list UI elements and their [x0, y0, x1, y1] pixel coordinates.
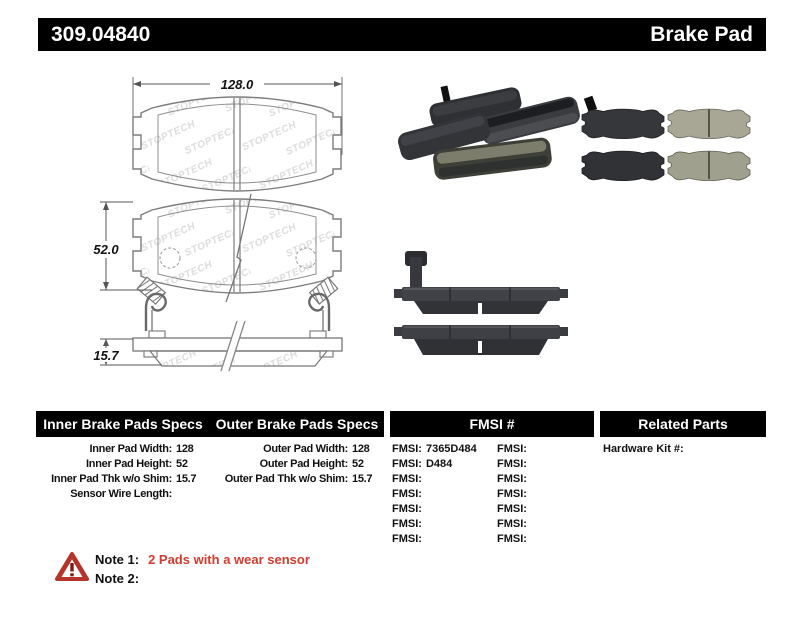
spec-label: Outer Pad Width: [263, 443, 348, 455]
spec-value: 52 [352, 458, 364, 470]
fmsi-label: FMSI: [497, 533, 527, 545]
fmsi-label: FMSI: [392, 458, 422, 470]
fmsi-label: FMSI: [497, 473, 527, 485]
part-number: 309.04840 [51, 22, 151, 46]
fmsi-row [497, 502, 592, 517]
note-1-text: 2 Pads with a wear sensor [148, 552, 310, 567]
fmsi-row [392, 457, 494, 472]
spec-row [34, 487, 210, 502]
spec-label: Outer Pad Height: [259, 458, 348, 470]
related-row [603, 442, 688, 457]
fmsi-header-bar [390, 411, 594, 437]
spec-label: Inner Pad Height: [86, 458, 172, 470]
related-parts-header-bar [600, 411, 766, 437]
inner-specs-column [34, 442, 210, 502]
note-1-label: Note 1: [95, 552, 140, 567]
spec-row [34, 457, 210, 472]
spec-value: 15.7 [176, 473, 197, 485]
fmsi-value: D484 [425, 458, 453, 470]
fmsi-label: FMSI: [497, 458, 527, 470]
fmsi-row [497, 487, 592, 502]
edge-pads-photo [394, 251, 568, 355]
fmsi-row [392, 532, 494, 547]
fmsi-label: FMSI: [392, 443, 422, 455]
spec-label: Inner Pad Thk w/o Shim: [51, 473, 172, 485]
specs-header-bar [36, 411, 384, 437]
header-bar [38, 18, 766, 51]
fmsi-title: FMSI # [469, 416, 515, 432]
fmsi-value: 7365D484 [425, 443, 477, 455]
fmsi-label: FMSI: [497, 518, 527, 530]
spec-value: 128 [176, 443, 194, 455]
spec-value: 52 [176, 458, 188, 470]
fmsi-row [497, 472, 592, 487]
outer-specs-title: Outer Brake Pads Specs [215, 416, 379, 432]
fmsi-row [497, 442, 592, 457]
spec-label: Outer Pad Thk w/o Shim: [224, 473, 348, 485]
note-1-line [95, 552, 310, 568]
spec-row [34, 442, 210, 457]
pad-height-view-drawing [87, 194, 341, 304]
pad-side-view-drawing [87, 294, 342, 371]
flat-pads-photo [582, 96, 750, 181]
fmsi-label: FMSI: [392, 488, 422, 500]
fmsi-row [497, 532, 592, 547]
fmsi-row [392, 517, 494, 532]
spec-row [204, 457, 386, 472]
spec-label: Sensor Wire Length: [70, 488, 172, 500]
fmsi-row [497, 457, 592, 472]
spec-label: Inner Pad Width: [89, 443, 172, 455]
spec-value: 128 [352, 443, 370, 455]
fmsi-row [392, 502, 494, 517]
fmsi-label: FMSI: [497, 443, 527, 455]
product-photos [390, 85, 770, 375]
spec-row [204, 442, 386, 457]
fmsi-row [497, 517, 592, 532]
product-title: Brake Pad [650, 22, 753, 46]
width-dimension-label: 128.0 [220, 77, 254, 92]
inner-specs-title: Inner Brake Pads Specs [43, 416, 203, 432]
spec-row [204, 472, 386, 487]
note-2-label: Note 2: [95, 571, 140, 586]
fmsi-label: FMSI: [392, 533, 422, 545]
thickness-dimension-label: 15.7 [93, 348, 119, 363]
fmsi-column-2 [497, 442, 592, 547]
pad-front-view-drawing [133, 75, 342, 191]
fmsi-label: FMSI: [392, 473, 422, 485]
spec-value [172, 487, 210, 502]
technical-drawings [0, 60, 400, 405]
spec-value: 15.7 [352, 473, 373, 485]
fmsi-column-1 [392, 442, 494, 547]
spec-row [34, 472, 210, 487]
note-2-line [95, 571, 148, 587]
hardware-kit-label: Hardware Kit #: [603, 443, 684, 455]
fmsi-label: FMSI: [497, 503, 527, 515]
fmsi-label: FMSI: [392, 518, 422, 530]
fmsi-label: FMSI: [392, 503, 422, 515]
fmsi-row [392, 442, 494, 457]
angled-pads-photo [396, 85, 582, 181]
fmsi-label: FMSI: [497, 488, 527, 500]
warning-icon [55, 551, 89, 582]
fmsi-row [392, 472, 494, 487]
fmsi-row [392, 487, 494, 502]
related-parts-title: Related Parts [638, 416, 728, 432]
height-dimension-label: 52.0 [93, 242, 119, 257]
outer-specs-column [204, 442, 386, 487]
related-parts-column [603, 442, 688, 457]
